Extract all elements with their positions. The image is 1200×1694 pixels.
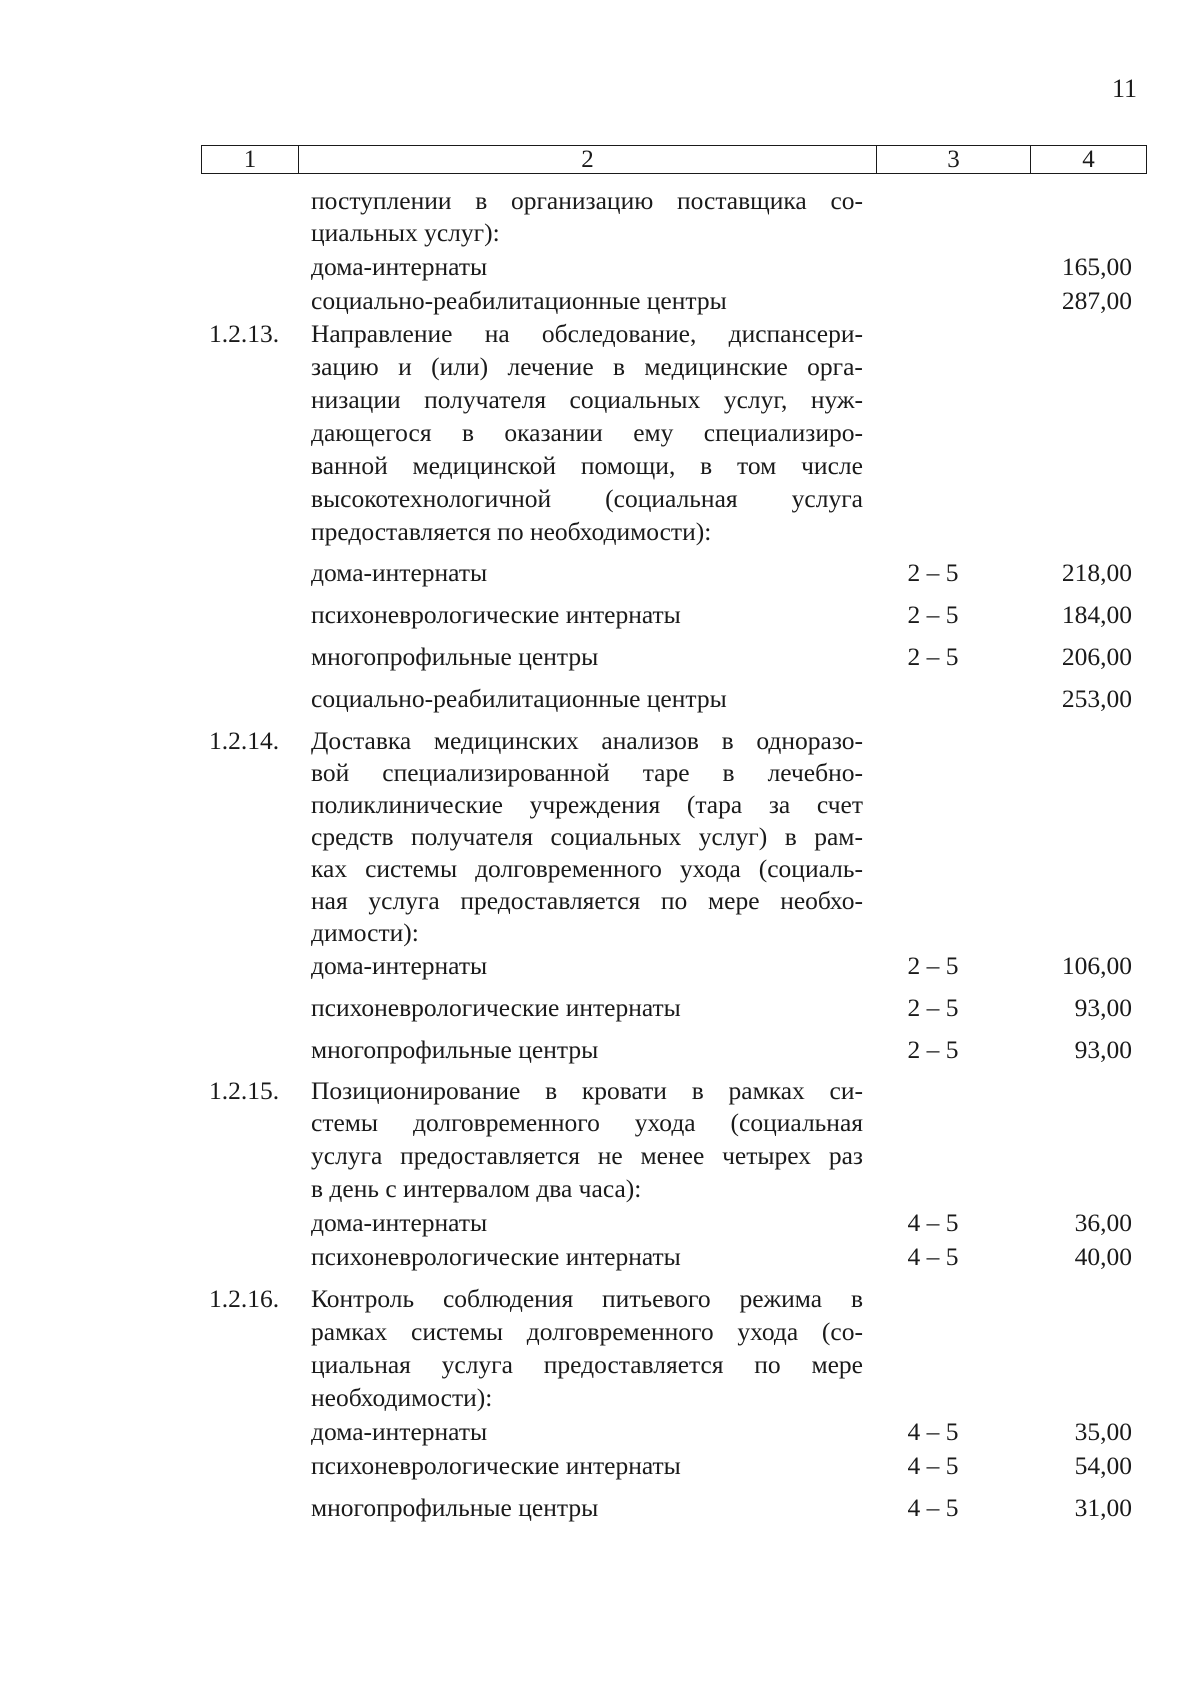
row-frequency: 4 – 5 (907, 1493, 959, 1522)
word: помощи, (580, 451, 676, 480)
row-frequency: 2 – 5 (907, 642, 959, 671)
row-label: дома-интернаты (311, 1208, 488, 1237)
desc-line (311, 420, 863, 446)
word: медицинской (412, 451, 557, 480)
word: в (784, 822, 797, 851)
word: таре (642, 758, 690, 787)
row-price: 106,00 (1061, 951, 1132, 980)
row-price: 184,00 (1061, 600, 1132, 629)
row-label: психоневрологические интернаты (311, 600, 681, 629)
word: четырех (722, 1141, 812, 1170)
row-label: дома-интернаты (311, 1417, 488, 1446)
row-frequency: 4 – 5 (907, 1451, 959, 1480)
word: за (768, 790, 791, 819)
word: ему (633, 418, 674, 447)
header-col-1: 1 (202, 146, 299, 173)
word: режима (739, 1284, 823, 1313)
desc-line (311, 1143, 863, 1169)
word: ках (311, 854, 348, 883)
table-header (201, 145, 1147, 174)
word: лечебно- (767, 758, 863, 787)
row-frequency: 2 – 5 (907, 993, 959, 1022)
word: зацию (311, 352, 379, 381)
word: в (850, 1284, 863, 1313)
word: средств (311, 822, 394, 851)
word: со- (830, 186, 863, 215)
row-label: социально-реабилитационные центры (311, 684, 727, 713)
item-number: 1.2.15. (209, 1076, 280, 1105)
word: в (700, 451, 713, 480)
row-label: многопрофильные центры (311, 1493, 599, 1522)
desc-line (311, 888, 863, 914)
word: по (754, 1350, 781, 1379)
word: (со- (821, 1317, 863, 1346)
word: анализов (601, 726, 699, 755)
desc-line (311, 188, 863, 214)
word: социальных (569, 385, 701, 414)
word: организацию (510, 186, 654, 215)
row-price: 165,00 (1061, 252, 1132, 281)
word: лечение (507, 352, 594, 381)
word: необхо- (780, 886, 863, 915)
word: медицинские (644, 352, 788, 381)
word: специализированной (382, 758, 610, 787)
word: предоставляется (460, 886, 641, 915)
desc-line (311, 1110, 863, 1136)
desc-line (311, 792, 863, 818)
header-col-3: 3 (877, 146, 1031, 173)
row-label: социально-реабилитационные центры (311, 286, 727, 315)
desc-line (311, 1286, 863, 1312)
word: в (691, 1076, 704, 1105)
word: высокотехнологичной (311, 484, 552, 513)
header-col-2: 2 (299, 146, 877, 173)
word: мере (811, 1350, 863, 1379)
desc-line: необходимости): (311, 1383, 493, 1412)
word: услуга (791, 484, 863, 513)
word: Позиционирование (311, 1076, 521, 1105)
row-price: 93,00 (1074, 993, 1132, 1022)
desc-line (311, 354, 863, 380)
word: нуж- (810, 385, 863, 414)
word: дающегося (311, 418, 432, 447)
word: менее (640, 1141, 705, 1170)
word: ухода (679, 854, 741, 883)
desc-line: в день с интервалом два часа): (311, 1174, 642, 1203)
word: по (660, 886, 688, 915)
word: в (461, 418, 474, 447)
word: социальных (550, 822, 682, 851)
word: получателя (424, 385, 547, 414)
word: рам- (814, 822, 863, 851)
word: рамках (311, 1317, 388, 1346)
word: (социаль- (758, 854, 863, 883)
word: услуг) (698, 822, 768, 851)
word: соблюдения (442, 1284, 574, 1313)
word: (социальная (605, 484, 738, 513)
word: услуг, (723, 385, 788, 414)
word: ная (311, 886, 348, 915)
desc-line: димости): (311, 918, 419, 947)
word: си- (829, 1076, 863, 1105)
desc-line: предоставляется по необходимости): (311, 517, 712, 546)
row-frequency: 2 – 5 (907, 951, 959, 980)
word: циальная (311, 1350, 411, 1379)
word: низации (311, 385, 401, 414)
word: Контроль (311, 1284, 415, 1313)
word: в (475, 186, 488, 215)
desc-line: циальных услуг): (311, 218, 500, 247)
word: Доставка (311, 726, 412, 755)
header-col-4: 4 (1082, 146, 1095, 173)
desc-line (311, 453, 863, 479)
word: рамках (728, 1076, 805, 1105)
row-label: психоневрологические интернаты (311, 993, 681, 1022)
row-label: дома-интернаты (311, 951, 488, 980)
row-frequency: 4 – 5 (907, 1208, 959, 1237)
word: вой (311, 758, 350, 787)
word: счет (816, 790, 863, 819)
word: числе (801, 451, 863, 480)
row-frequency: 2 – 5 (907, 558, 959, 587)
word: долговременного (412, 1108, 600, 1137)
word: услуга (311, 1141, 383, 1170)
row-price: 40,00 (1074, 1242, 1132, 1271)
word: получателя (411, 822, 533, 851)
row-label: многопрофильные центры (311, 642, 599, 671)
word: медицинских (433, 726, 579, 755)
word: том (737, 451, 777, 480)
row-label: психоневрологические интернаты (311, 1451, 681, 1480)
word: (социальная (730, 1108, 863, 1137)
row-price: 206,00 (1061, 642, 1132, 671)
word: стемы (311, 1108, 379, 1137)
row-label: психоневрологические интернаты (311, 1242, 681, 1271)
word: ванной (311, 451, 388, 480)
row-price: 253,00 (1061, 684, 1132, 713)
word: услуга (368, 886, 440, 915)
word: ухода (737, 1317, 799, 1346)
word: в (545, 1076, 558, 1105)
word: предоставляется (400, 1141, 580, 1170)
word: и (398, 352, 412, 381)
row-label: многопрофильные центры (311, 1035, 599, 1064)
row-frequency: 2 – 5 (907, 600, 959, 629)
desc-line (311, 321, 863, 347)
word: орга- (807, 352, 863, 381)
word: на (484, 319, 510, 348)
item-number: 1.2.13. (209, 319, 280, 348)
desc-line (311, 856, 863, 882)
row-price: 218,00 (1061, 558, 1132, 587)
row-price: 35,00 (1074, 1417, 1132, 1446)
word: предоставляется (543, 1350, 724, 1379)
word: долговременного (526, 1317, 714, 1346)
desc-line (311, 760, 863, 786)
word: обследование, (541, 319, 697, 348)
word: раз (828, 1141, 863, 1170)
page-number: 11 (1112, 74, 1138, 103)
desc-line (311, 824, 863, 850)
word: системы (411, 1317, 504, 1346)
desc-line (311, 728, 863, 754)
word: мере (708, 886, 760, 915)
word: поставщика (676, 186, 807, 215)
row-price: 93,00 (1074, 1035, 1132, 1064)
desc-line (311, 1078, 863, 1104)
word: системы (365, 854, 458, 883)
word: диспансери- (728, 319, 863, 348)
item-number: 1.2.16. (209, 1284, 280, 1313)
word: учреждения (529, 790, 661, 819)
word: (или) (431, 352, 489, 381)
row-price: 36,00 (1074, 1208, 1132, 1237)
word: в (722, 758, 735, 787)
word: специализиро- (703, 418, 863, 447)
word: Направление (311, 319, 453, 348)
word: (тара (686, 790, 743, 819)
desc-line (311, 486, 863, 512)
word: в (721, 726, 734, 755)
word: ухода (634, 1108, 696, 1137)
row-frequency: 4 – 5 (907, 1242, 959, 1271)
desc-line (311, 387, 863, 413)
word: питьевого (602, 1284, 711, 1313)
word: в (613, 352, 626, 381)
row-label: дома-интернаты (311, 252, 488, 281)
word: кровати (581, 1076, 667, 1105)
row-price: 54,00 (1074, 1451, 1132, 1480)
row-frequency: 4 – 5 (907, 1417, 959, 1446)
row-frequency: 2 – 5 (907, 1035, 959, 1064)
desc-line (311, 1352, 863, 1378)
desc-line (311, 1319, 863, 1345)
row-price: 31,00 (1074, 1493, 1132, 1522)
word: одноразо- (756, 726, 863, 755)
word: поликлинические (311, 790, 503, 819)
word: услуга (441, 1350, 513, 1379)
word: не (597, 1141, 623, 1170)
row-label: дома-интернаты (311, 558, 488, 587)
word: оказании (504, 418, 603, 447)
word: поступлении (311, 186, 452, 215)
word: долговременного (475, 854, 662, 883)
row-price: 287,00 (1061, 286, 1132, 315)
item-number: 1.2.14. (209, 726, 280, 755)
